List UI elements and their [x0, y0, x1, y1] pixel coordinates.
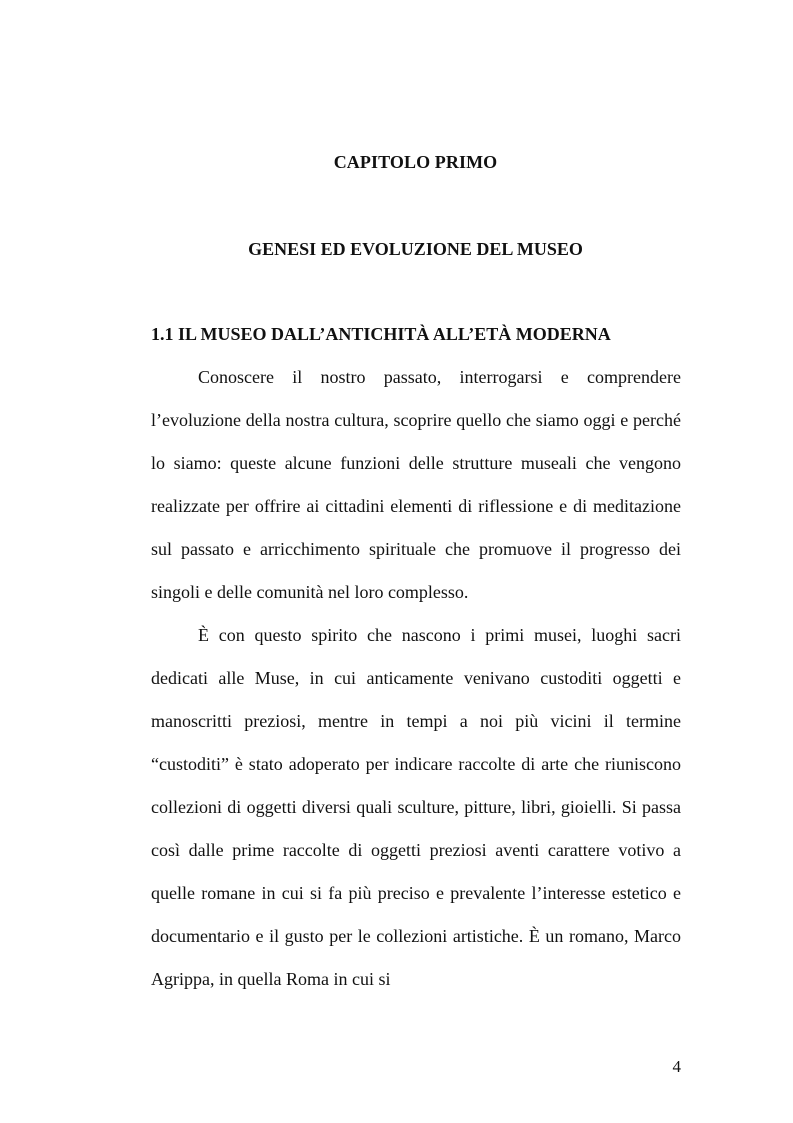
part-title: GENESI ED EVOLUZIONE DEL MUSEO	[248, 239, 583, 259]
paragraph-1: Conoscere il nostro passato, interrogarsi e comprendere l’evoluzione della nostra cultura, scoprire quello che siamo oggi e perché lo siamo: queste alcune funzioni delle strutture museali che vengono realizzate per offrire ai cittadini elementi di riflessione e di meditazione sul passato e arricchimento spirituale che promuove il progresso dei singoli e delle comunità nel loro complesso.	[151, 367, 681, 602]
page-number: 4	[672, 1057, 681, 1076]
section-heading: 1.1 IL MUSEO DALL’ANTICHITÀ ALL’ETÀ MODERNA	[151, 324, 611, 344]
chapter-title: CAPITOLO PRIMO	[333, 152, 498, 172]
paragraph-2: È con questo spirito che nascono i primi musei, luoghi sacri dedicati alle Muse, in cui anticamente venivano custoditi oggetti e manoscritti preziosi, mentre in tempi a noi più vicini il termine “custoditi” è stato adoperato per indicare raccolte di arte che riuniscono collezioni di oggetti diversi quali sculture, pitture, libri, gioielli. Si passa così dalle prime raccolte di oggetti preziosi aventi carattere votivo a quelle romane in cui si fa più preciso e prevalente l’interesse estetico e documentario e il gusto per le collezioni artistiche. È un romano, Marco Agrippa, in quella Roma in cui si	[151, 625, 681, 989]
body-text	[151, 356, 681, 1001]
